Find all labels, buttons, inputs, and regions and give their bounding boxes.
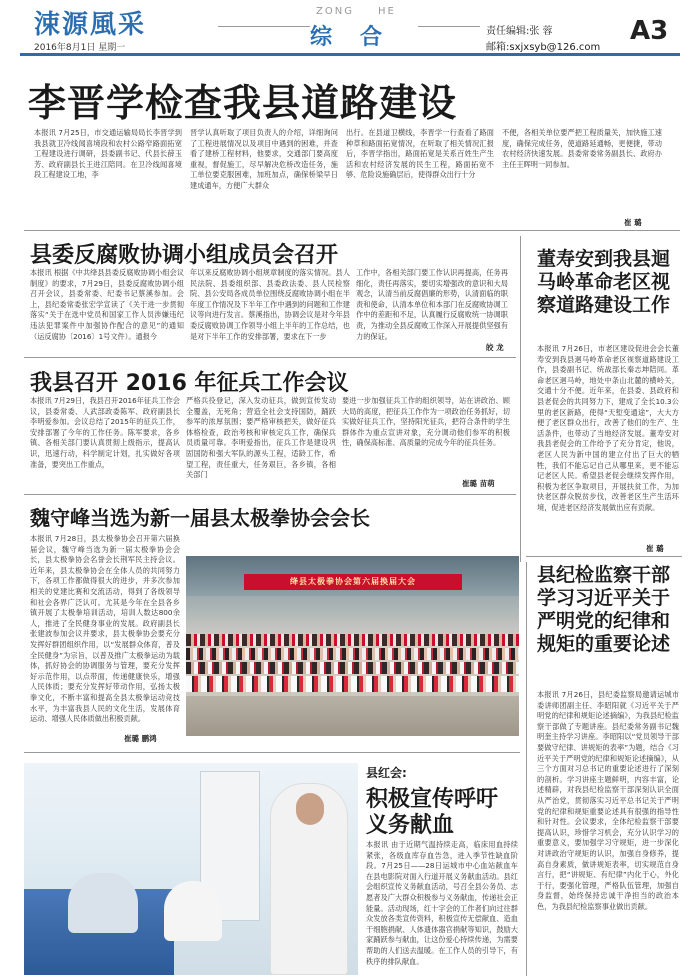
a3-headline: 我县召开 2016 年征兵工作会议 bbox=[30, 371, 349, 396]
masthead-name: 涑源風采 bbox=[34, 10, 147, 40]
masthead-divider bbox=[418, 26, 480, 27]
crowd-row bbox=[186, 648, 519, 660]
photo-person bbox=[68, 873, 138, 933]
photo-person bbox=[164, 881, 222, 941]
a2-col3: 工作中，各相关部门要工作认识再提高，任务再细化，责任再落实，要切实增强改的意识和大局观念，认清当前反腐倡廉的形势，认清面临的职责和使命，认清本单位和本部门在反腐败协调工作中的差距和不足，认真履行反腐败统一协调职责，为推动全县反腐败工作深入开展提供坚强有力的保证。 bbox=[356, 268, 508, 341]
section-divider bbox=[526, 556, 682, 557]
editor-credit: 责任编辑:张 蓉 bbox=[486, 26, 553, 37]
a1-col2: 晋学认真听取了项目负责人的介绍，详细询问了工程进展情况以及项目中遇到的困难，并查看了建桥工程材料，他要求，交通部门要高度重视，督促施工，尽早解决危桥改造任务，施工单位要克服困难，加班加点，确保桥梁早日建成通车，方便广大群众 bbox=[190, 128, 338, 190]
section-divider bbox=[24, 494, 516, 495]
masthead-rule bbox=[20, 53, 680, 56]
a7-headline-line1: 积极宣传呼吁 bbox=[366, 787, 499, 812]
a1-byline: 崔 璐 bbox=[624, 218, 642, 227]
a4-body: 本报讯 7月28日，县太极拳协会召开第六届换届会议，魏守峰当选为新一届太极拳协会会长，县太极拳协会名誉会长荆军民主持会议。近年来，县太极拳协会在全体人员的共同努力下，各项工作都做得很大的进步，并多次参加相关的党建比赛和交流活动，得到了各级领导和社会各界广泛认可。尤其是今年在全县各乡镇开展了太极拳培训活动，培训人数达800余人，推进了全民健身事业的发展。政府副县长张建波参加会议并要求，县太极拳协会要充分发挥好群团组织作用，以“发展群众体育，普及全民健身”为宗旨，以普及推广太极拳运动为载体，抓好协会的协调服务与管理，要充分发挥好示范作用，以点带面，传递健康快乐，增强人民体质；要充分发挥好带动作用，弘扬太极拳文化，不断丰富和提高全县太极拳运动竞技水平，为丰富我县人民的文化生活，发展体育运动、增强人民体质做出积极贡献。 bbox=[30, 534, 180, 724]
crowd-row bbox=[186, 634, 519, 646]
a4-headline: 魏守峰当选为新一届县太极拳协会会长 bbox=[30, 506, 370, 530]
a1-headline: 李晋学检查我县道路建设 bbox=[28, 81, 458, 125]
a7-body: 本报讯 由于近期气温持续走高，临床用血持续紧张，各级血库存血告急，进入季节性缺血阶段。7月25日——28日运城市中心血站献血车在县电影院对面入行道开展义务献血活动。县红会组织宣传义务献血活动，号召全县公务员、志愿者及广大群众积极参与义务献血，传递社会正能量。活动现场，红十字会的工作者们向过往群众发放各类宣传资料，积极宣传无偿献血、造血干细胞捐献、人体遗体器官捐献等知识，鼓励大家踊跃参与献血，让这份爱心持续传递，为需要帮助的人们送去温暖。在工作人员的引导下，有秩序的排队献血。 bbox=[366, 840, 518, 966]
a2-headline: 县委反腐败协调小组成员会召开 bbox=[30, 243, 339, 268]
taichi-meeting-photo bbox=[186, 556, 519, 736]
section-title: 综合 bbox=[310, 24, 411, 50]
a2-col1: 本报讯 根据《中共绛县县委反腐败协调小组会议制度》的要求，7月29日，县委反腐败协调小组召开会议，县委常委、纪委书记蔡溪参加。会上，县纪委常委张宏学宣读了《关于进一步贯彻落实“关于在选中党员和国家工作人员涉嫌违纪违法犯罪案件中加强协作配合的意见”的通知（运反腐协〔2016〕1号文件）。通报今 bbox=[30, 268, 184, 341]
a5-body: 本报讯 7月26日，市老区建设促进会会长董寿安到我县迴马岭革命老区视察道路建设工作，县委副书记、统战部长秦志坤陪同。革命老区迴马岭，地处中条山北麓的横岭关，交通十分不便。近年来，在县委、县政府和县老促会的共同努力下，建成了全长10.3公里的老区新路，使得“天堑变通途”，大大方便了老区群众出行，改善了他们的生产、生活条件，也带动了当地经济发展。董寿安对我县老促会的工作给予了充分肯定，他说，老区人民为新中国的建立付出了巨大的牺牲，我们不能忘记自己从哪里来，更不能忘记老区人民。希望县老促会继续发挥作用，积极为老区争取项目，开展扶贫工作，为加快老区群众脱贫步伐，改善老区生产生活环境，促进老区经济发展做出应有贡献。 bbox=[537, 344, 679, 512]
a7-kicker: 县红会: bbox=[366, 766, 407, 780]
a5-headline: 董寿安到我县迴马岭革命老区视察道路建设工作 bbox=[537, 248, 671, 316]
photo-ground bbox=[186, 696, 519, 736]
a3-col1: 本报讯 7月29日，我县召开2016年征兵工作会议，县委常委、人武部政委陈军、政府副县长李明爱参加。会议总结了2015年的征兵工作，安排部署了今年的工作任务。陈军要求，各乡镇、各相关部门要认真贯彻上级指示，提高认识，迅速行动，科学制定计划，扎实做好各项准备，要突出工作重点， bbox=[30, 396, 180, 469]
masthead-pinyin: HE bbox=[378, 6, 396, 17]
a1-col3: 出行。在县道卫横线，李晋学一行查看了路面种草和路面拓宽情况，在听取了相关情况汇报后，李晋学指出，路面拓宽是关系百姓生产生活和农村经济发展的民生工程，路面拓宽不够、危险设施确层后，使得群众出行十分 bbox=[346, 128, 494, 180]
a1-col1: 本报讯 7月25日，市交通运输局局长李晋学到我县就卫冷线闻喜境段和农村公路窄路面拓宽工程建设进行调研，县委副书记、代县长薛玉芳、政府副县长王进江陪同。在卫冷线闻喜境段工程建设工地，李 bbox=[34, 128, 182, 180]
masthead-date: 2016年8月1日 星期一 bbox=[34, 43, 126, 53]
a5-byline: 崔 璐 bbox=[646, 544, 664, 553]
a3-byline: 崔璐 苗萌 bbox=[462, 479, 495, 488]
page-number: A3 bbox=[630, 16, 669, 46]
section-divider bbox=[24, 230, 680, 231]
a2-byline: 皎 龙 bbox=[486, 343, 504, 352]
masthead-pinyin: ZONG bbox=[316, 6, 354, 17]
crowd-row bbox=[186, 662, 519, 674]
a6-headline: 县纪检监察干部学习习近平关于严明党的纪律和规矩的重要论述 bbox=[537, 564, 671, 655]
a7-headline-line2: 义务献血 bbox=[366, 813, 455, 838]
a6-body: 本报讯 7月26日，县纪委监察局邀请运城市委讲师团副主任、李昭阳就《习近平关于严明党的纪律和规矩论述摘编》，为我县纪检监察干部做了专题讲座。县纪委常务副书记魏明奎主持学习讲座。李昭阳以“党员领导干部要做守纪律、讲规矩的表率”为题，结合《习近平关于严明党的纪律和规矩论述摘编》，从三个方面对习总书记的重要论述进行了深刻的剖析。学习讲座主题鲜明，内容丰富，论述精辟，对我县纪检监察干部深刻认识全面从严治党，贯彻落实习近平总书记关于严明党的纪律和规矩重要论述具有很强的指导性和针对性。会议要求，全体纪检监察干部要提高认识，珍惜学习机会，充分认识学习的重要意义，要加强学习守规矩，进一步深化对讲政治守规矩的认识，加强自身修养，提高自身素质，做讲规矩表率，切实规范自身言行，把“讲规矩、有纪律”内化于心，外化于行，要强化管理，严格队伍管理，加强自身监督，始终保持忠诚干净担当的政治本色，为我县纪检监察事业做出贡献。 bbox=[537, 690, 679, 911]
column-divider bbox=[520, 236, 521, 562]
a2-col2: 年以来反腐败协调小组规章制度的落实情况。县人民法院、县委组织部、县委政法委、县人民检察院、县公安局各成员单位围绕反腐败协调小组在半年度工作情况及下半年工作中遇到的问题和工作建议等向进行发言。蔡溪指出，协调会议是对今年县委反腐败协调工作领导小组上半年的工作总结，也是对下半年工作的安排部署，要求在下一步 bbox=[190, 268, 350, 341]
section-divider bbox=[24, 357, 516, 358]
a1-col4: 不便，各相关单位要严把工程质量关，加快施工速度，确保完成任务，使道路延通畅，更便捷，带动农村经济快速发展。县委常委常务副县长、政府办主任王晖明一同参加。 bbox=[502, 128, 662, 169]
masthead-divider bbox=[218, 26, 310, 27]
a4-byline: 崔璐 鹏鸿 bbox=[120, 733, 157, 744]
column-divider bbox=[526, 562, 527, 976]
section-divider bbox=[24, 752, 520, 753]
a3-col2: 严格兵役登记，深入发动征兵，做到宣传发动全覆盖，无死角；营造全社会支持国防，踊跃参军的浓厚氛围；要严格审核把关，做好征兵体格检查，政治考核和审核定兵工作，确保兵员质量可靠。李明爱指出，征兵工作是建设巩固国防和强大军队的源头工程，适龄工作，希望工程，责任重大，任务艰巨，各乡镇，各相关部门 bbox=[186, 396, 336, 480]
crowd-row bbox=[186, 676, 519, 692]
a3-col3: 要进一步加强征兵工作的组织领导，站在讲政治、顾大局的高度，把征兵工作作为一项政治任务抓好，切实做好征兵工作，坚持阳光征兵，把符合条件的学生群体作为重点宣讲对象，充分调动他们参军的积极性，确保高标准、高质量的完成今年的征兵任务。 bbox=[342, 396, 510, 448]
meeting-banner: 绛县太极拳协会第六届换届大会 bbox=[244, 574, 462, 590]
blood-donation-photo bbox=[24, 763, 358, 975]
photo-face bbox=[296, 793, 324, 825]
editor-email[interactable]: 邮箱:sxjxsyb@126.com bbox=[486, 42, 601, 53]
